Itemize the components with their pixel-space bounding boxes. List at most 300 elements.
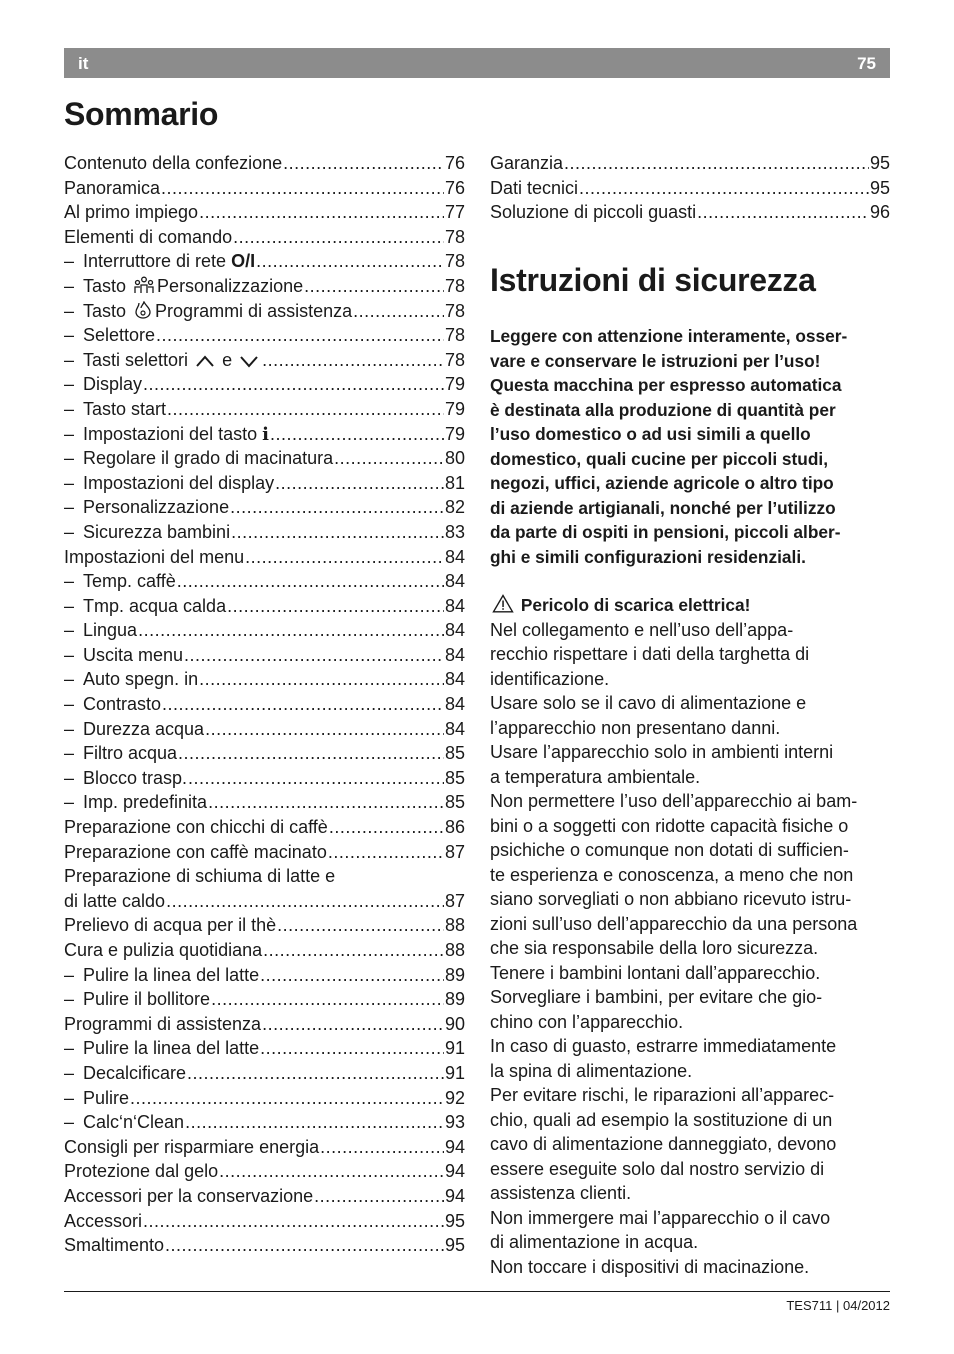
toc-dash: – bbox=[64, 595, 75, 616]
toc-entry-text: Contrasto bbox=[83, 694, 162, 715]
toc-entry-text: Pulire bbox=[83, 1087, 130, 1108]
toc-dot-leader bbox=[270, 422, 444, 447]
toc-entry-label bbox=[64, 1159, 218, 1184]
toc-entry-label bbox=[64, 1110, 184, 1135]
toc-entry bbox=[64, 1086, 465, 1111]
toc-page-number: 96 bbox=[869, 202, 890, 223]
toc-entry bbox=[64, 692, 465, 717]
toc-dot-leader bbox=[199, 667, 444, 692]
toc-page-number: 79 bbox=[444, 423, 465, 444]
toc-entry-text: Dati tecnici bbox=[490, 177, 579, 198]
toc-entry-text: Preparazione di schiuma di latte e bbox=[64, 866, 336, 887]
safety-intro-line: di aziende artigianali, nonché per l’utilizzo bbox=[490, 497, 836, 518]
toc-entry bbox=[64, 569, 465, 594]
safety-body-line: Non toccare i dispositivi di macinazione. bbox=[490, 1256, 810, 1277]
toc-entry-text: Consigli per risparmiare energia bbox=[64, 1136, 320, 1157]
toc-dot-leader bbox=[156, 323, 444, 348]
safety-body-line: cavo di alimentazione danneggiato, devono bbox=[490, 1134, 837, 1154]
warning-heading bbox=[490, 593, 892, 618]
toc-page-number: 89 bbox=[444, 964, 465, 985]
toc-entry-text: Programmi di assistenza bbox=[155, 300, 353, 321]
toc-dash: – bbox=[64, 374, 75, 395]
toc-dash: – bbox=[64, 300, 75, 321]
toc-entry-label bbox=[64, 151, 282, 176]
safety-body-line: Usare solo se il cavo di alimentazione e bbox=[490, 693, 807, 713]
toc-entry-label bbox=[64, 692, 161, 717]
toc-entry-text: Personalizzazione bbox=[157, 275, 304, 296]
toc-dash: – bbox=[64, 743, 75, 764]
toc-dot-leader bbox=[256, 249, 444, 274]
toc-dot-leader bbox=[262, 348, 444, 373]
toc-entry bbox=[64, 422, 465, 447]
toc-entry-label bbox=[64, 274, 303, 299]
toc-page-number: 82 bbox=[444, 497, 465, 518]
toc-entry-text: Garanzia bbox=[490, 153, 564, 173]
toc-entry bbox=[64, 963, 465, 988]
toc-entry-label bbox=[64, 422, 269, 448]
toc-entry-text: Auto spegn. in bbox=[83, 669, 199, 690]
toc-dot-leader bbox=[233, 225, 444, 250]
toc-dot-leader bbox=[184, 643, 444, 668]
toc-page-number: 94 bbox=[444, 1161, 465, 1182]
safety-intro-line: l’uso domestico o ad usi simili a quello bbox=[490, 424, 811, 444]
toc-entry-label bbox=[64, 471, 274, 496]
toc-entry-text: Sicurezza bambini bbox=[83, 521, 231, 542]
toc-entry-label bbox=[64, 495, 229, 520]
toc-page-number: 78 bbox=[444, 300, 465, 321]
toc-page-number: 78 bbox=[444, 325, 465, 346]
toc-dot-leader bbox=[277, 913, 444, 938]
toc-page-number: 95 bbox=[444, 1235, 465, 1256]
toc-entry bbox=[64, 889, 465, 914]
toc-entry-label bbox=[64, 913, 276, 938]
toc-entry-text: Tasti selettori bbox=[83, 349, 189, 370]
toc-entry-label bbox=[64, 348, 261, 373]
toc-entry bbox=[64, 176, 465, 201]
toc-dot-leader bbox=[304, 274, 444, 299]
toc-dot-leader bbox=[353, 299, 444, 324]
toc-entry-label bbox=[490, 151, 563, 176]
toc-right-column bbox=[490, 151, 890, 225]
personalization-icon bbox=[133, 276, 155, 294]
toc-entry-label bbox=[64, 1036, 259, 1061]
toc-dash: – bbox=[64, 644, 75, 665]
toc-entry-label bbox=[64, 1061, 186, 1086]
toc-page-number: 93 bbox=[444, 1112, 465, 1133]
toc-conjunction: e bbox=[222, 349, 233, 370]
footer bbox=[786, 1298, 890, 1313]
toc-page-number: 89 bbox=[444, 989, 465, 1010]
toc-dot-leader bbox=[143, 372, 444, 397]
toc-dot-leader bbox=[208, 790, 444, 815]
toc-page-number: 95 bbox=[444, 1210, 465, 1231]
toc-page-number: 80 bbox=[444, 448, 465, 469]
toc-dot-leader bbox=[275, 471, 444, 496]
toc-entry-text: Prelievo di acqua per il thè bbox=[64, 915, 277, 936]
toc-entry bbox=[64, 1233, 465, 1258]
toc-dot-leader bbox=[263, 938, 444, 963]
toc-entry-label bbox=[64, 200, 198, 225]
toc-entry-text: Panoramica bbox=[64, 177, 161, 198]
toc-dash: – bbox=[64, 448, 75, 469]
toc-page-number: 88 bbox=[444, 915, 465, 936]
toc-entry-label bbox=[64, 987, 210, 1012]
toc-entry-label bbox=[64, 815, 328, 840]
toc-entry-text: Impostazioni del display bbox=[83, 472, 275, 493]
toc-entry-label bbox=[64, 840, 327, 865]
toc-entry bbox=[64, 495, 465, 520]
toc-entry-label bbox=[64, 594, 226, 619]
toc-page-number: 78 bbox=[444, 349, 465, 370]
safety-body-line: In caso di guasto, estrarre immediatamente bbox=[490, 1036, 837, 1056]
safety-intro-line: è destinata alla produzione di quantità per bbox=[490, 399, 836, 420]
safety-body-line: Non permettere l’uso dell’apparecchio ai bam- bbox=[490, 791, 858, 811]
toc-page-number: 94 bbox=[444, 1136, 465, 1157]
toc-page-number: 84 bbox=[444, 694, 465, 715]
toc-dash: – bbox=[64, 1038, 75, 1059]
toc-entry bbox=[64, 1012, 465, 1037]
toc-page-number: 87 bbox=[444, 841, 465, 862]
toc-entry-label bbox=[64, 1209, 142, 1234]
toc-entry-label bbox=[64, 520, 230, 545]
toc-page-number: 83 bbox=[444, 521, 465, 542]
toc-entry bbox=[64, 790, 465, 815]
toc-entry-label bbox=[64, 963, 259, 988]
toc-dash: – bbox=[64, 349, 75, 370]
toc-dot-leader bbox=[320, 1135, 444, 1160]
toc-entry-label bbox=[64, 1012, 261, 1037]
safety-intro-line: Leggere con attenzione interamente, osser- bbox=[490, 326, 848, 346]
toc-entry-label bbox=[64, 1233, 164, 1258]
toc-entry bbox=[64, 1159, 465, 1184]
toc-page-number: 95 bbox=[869, 177, 890, 198]
toc-left-column bbox=[64, 151, 465, 1258]
toc-entry-label bbox=[64, 225, 232, 250]
toc-dash: – bbox=[64, 571, 75, 592]
toc-page-number: 79 bbox=[444, 398, 465, 419]
safety-intro-line: domestico, quali cucine per piccoli studi, bbox=[490, 448, 829, 469]
toc-page-number: 81 bbox=[444, 472, 465, 493]
toc-entry-text: Impostazioni del tasto bbox=[83, 423, 258, 444]
toc-entry-text: Protezione dal gelo bbox=[64, 1161, 219, 1182]
safety-intro bbox=[490, 324, 892, 569]
toc-page-number: 79 bbox=[444, 374, 465, 395]
toc-entry-text: Tmp. acqua calda bbox=[83, 595, 227, 616]
safety-body-line: la spina di alimentazione. bbox=[490, 1060, 693, 1081]
toc-dash: – bbox=[64, 620, 75, 641]
toc-dash: – bbox=[64, 718, 75, 739]
toc-dot-leader bbox=[283, 151, 444, 176]
toc-entry bbox=[64, 545, 465, 570]
toc-entry bbox=[64, 1110, 465, 1135]
toc-entry bbox=[64, 987, 465, 1012]
toc-dot-leader bbox=[314, 1184, 444, 1209]
toc-page-number: 85 bbox=[444, 792, 465, 813]
toc-dot-leader bbox=[177, 569, 444, 594]
footer-date: 04/2012 bbox=[843, 1298, 890, 1313]
toc-dot-leader bbox=[143, 1209, 444, 1234]
toc-entry bbox=[64, 1209, 465, 1234]
toc-entry-text: Pulire il bollitore bbox=[83, 989, 211, 1010]
toc-entry-text: Contenuto della confezione bbox=[64, 153, 283, 173]
toc-dot-leader bbox=[138, 618, 444, 643]
toc-entry-prefix: Tasto bbox=[83, 275, 127, 296]
toc-page-number: 77 bbox=[444, 202, 465, 223]
toc-dash: – bbox=[64, 398, 75, 419]
toc-entry-label bbox=[64, 569, 176, 594]
toc-dash: – bbox=[64, 694, 75, 715]
safety-title: Istruzioni di sicurezza bbox=[490, 262, 816, 298]
toc-dot-leader bbox=[564, 151, 869, 176]
toc-dash: – bbox=[64, 964, 75, 985]
toc-entry bbox=[64, 1184, 465, 1209]
toc-page-number: 84 bbox=[444, 669, 465, 690]
toc-entry-text: Pulire la linea del latte bbox=[83, 964, 260, 985]
toc-dot-leader bbox=[227, 594, 444, 619]
toc-entry bbox=[490, 151, 890, 176]
toc-entry-label bbox=[64, 1135, 319, 1160]
toc-dot-leader bbox=[245, 545, 444, 570]
toc-page-number: 84 bbox=[444, 718, 465, 739]
chevron-up-icon bbox=[195, 354, 215, 368]
page-number: 75 bbox=[857, 54, 876, 73]
toc-dash: – bbox=[64, 1087, 75, 1108]
toc-dash: – bbox=[64, 497, 75, 518]
toc-entry-label bbox=[64, 372, 142, 397]
safety-body-line: Nel collegamento e nell’uso dell’appa- bbox=[490, 619, 794, 640]
safety-body-line: identificazione. bbox=[490, 668, 610, 689]
toc-entry-label bbox=[64, 938, 262, 963]
safety-body-line: chio, quali ad esempio la sostituzione di un bbox=[490, 1109, 833, 1130]
safety-body-line: che sia responsabile della loro sicurezza. bbox=[490, 938, 819, 958]
toc-page-number: 84 bbox=[444, 546, 465, 567]
toc-dot-leader bbox=[185, 1110, 444, 1135]
safety-body-line: Usare l’apparecchio solo in ambienti interni bbox=[490, 742, 834, 762]
toc-entry-text: Cura e pulizia quotidiana bbox=[64, 940, 263, 960]
header-bar bbox=[64, 48, 890, 78]
toc-entry-label bbox=[64, 1184, 313, 1209]
toc-entry bbox=[64, 667, 465, 692]
toc-entry-text: Interruttore di rete bbox=[83, 251, 227, 272]
toc-entry bbox=[64, 618, 465, 643]
toc-page-number: 92 bbox=[444, 1087, 465, 1108]
toc-dot-leader bbox=[219, 1159, 444, 1184]
toc-page-number: 76 bbox=[444, 177, 465, 198]
toc-entry-label bbox=[64, 249, 255, 274]
toc-entry-text: Elementi di comando bbox=[64, 226, 233, 247]
chevron-down-icon bbox=[239, 354, 259, 368]
toc-entry-text: Personalizzazione bbox=[83, 497, 230, 518]
toc-page-number: 76 bbox=[444, 153, 465, 173]
toc-page-number: 94 bbox=[444, 1185, 465, 1206]
toc-dot-leader bbox=[188, 766, 444, 791]
footer-divider bbox=[64, 1291, 890, 1292]
toc-page-number: 78 bbox=[444, 251, 465, 272]
language-code: it bbox=[78, 54, 89, 73]
toc-entry-text: Al primo impiego bbox=[64, 202, 199, 223]
toc-entry bbox=[64, 520, 465, 545]
toc-entry-text: Pulire la linea del latte bbox=[83, 1038, 260, 1059]
toc-dot-leader bbox=[329, 815, 444, 840]
toc-entry-label bbox=[64, 176, 160, 201]
toc-entry bbox=[64, 225, 465, 250]
maintenance-icon bbox=[133, 301, 153, 319]
toc-entry-text: Lingua bbox=[83, 620, 138, 641]
toc-entry bbox=[64, 348, 465, 373]
toc-entry bbox=[490, 176, 890, 201]
toc-entry-text: Temp. caffè bbox=[83, 571, 176, 592]
toc-entry bbox=[64, 471, 465, 496]
toc-entry bbox=[64, 864, 465, 889]
toc-entry-label bbox=[64, 667, 198, 692]
toc-entry-label bbox=[64, 717, 204, 742]
toc-page-number: 91 bbox=[444, 1062, 465, 1083]
toc-entry-text: Regolare il grado di macinatura bbox=[83, 448, 334, 469]
toc-dash: – bbox=[64, 1062, 75, 1083]
safety-body-line: essere eseguite solo dal nostro servizio di bbox=[490, 1158, 825, 1179]
safety-intro-line: vare e conservare le istruzioni per l’uso! bbox=[490, 350, 821, 371]
toc-entry bbox=[64, 1135, 465, 1160]
safety-intro-line: Questa macchina per espresso automatica bbox=[490, 375, 842, 395]
footer-separator: | bbox=[835, 1298, 840, 1313]
safety-body-line: Tenere i bambini lontani dall’apparecchio. bbox=[490, 962, 821, 983]
safety-body-line: chino con l’apparecchio. bbox=[490, 1011, 684, 1032]
toc-entry bbox=[64, 741, 465, 766]
toc-entry bbox=[64, 200, 465, 225]
toc-page-number: 91 bbox=[444, 1038, 465, 1059]
toc-dot-leader bbox=[697, 200, 869, 225]
toc-entry bbox=[64, 249, 465, 274]
toc-entry-label bbox=[64, 766, 187, 791]
toc-entry-prefix: Tasto bbox=[83, 300, 127, 321]
safety-body-line: recchio rispettare i dati della targhetta di bbox=[490, 644, 810, 664]
toc-entry-label bbox=[490, 176, 578, 201]
toc-entry-text: Imp. predefinita bbox=[83, 792, 208, 813]
toc-dot-leader bbox=[211, 987, 444, 1012]
toc-title: Sommario bbox=[64, 96, 219, 132]
footer-model: TES711 bbox=[786, 1298, 833, 1313]
toc-page-number: 85 bbox=[444, 743, 465, 764]
toc-entry-label bbox=[64, 446, 333, 471]
toc-dot-leader bbox=[130, 1086, 444, 1111]
toc-dot-leader bbox=[199, 200, 444, 225]
toc-dot-leader bbox=[167, 397, 444, 422]
toc-dot-leader bbox=[178, 741, 444, 766]
toc-page-number: 84 bbox=[444, 644, 465, 665]
toc-entry-text: Durezza acqua bbox=[83, 718, 205, 739]
toc-entry bbox=[64, 766, 465, 791]
toc-entry bbox=[64, 938, 465, 963]
warning-heading-text: Pericolo di scarica elettrica! bbox=[520, 595, 751, 615]
toc-entry-text: Calc‘n‘Clean bbox=[83, 1112, 185, 1133]
toc-dash: – bbox=[64, 325, 75, 346]
toc-entry-text: Tasto start bbox=[83, 398, 167, 419]
toc-dash: – bbox=[64, 792, 75, 813]
safety-section bbox=[490, 324, 892, 1279]
safety-body-line: Per evitare rischi, le riparazioni all’apparec- bbox=[490, 1085, 835, 1105]
toc-entry-text: Display bbox=[83, 374, 143, 395]
toc-dot-leader bbox=[231, 520, 444, 545]
toc-entry-label bbox=[64, 741, 177, 766]
toc-dot-leader bbox=[328, 840, 444, 865]
toc-dot-leader bbox=[165, 1233, 444, 1258]
toc-entry-text: Smaltimento bbox=[64, 1235, 165, 1256]
toc-dot-leader bbox=[205, 717, 444, 742]
toc-entry-label bbox=[64, 545, 244, 570]
toc-entry-text: Blocco trasp. bbox=[83, 767, 188, 788]
toc-dot-leader bbox=[262, 1012, 444, 1037]
toc-entry bbox=[64, 372, 465, 397]
toc-page-number: 78 bbox=[444, 275, 465, 296]
toc-entry bbox=[64, 1036, 465, 1061]
safety-body-line: l’apparecchio non presentano danni. bbox=[490, 717, 781, 738]
toc-entry bbox=[64, 717, 465, 742]
toc-entry bbox=[64, 840, 465, 865]
safety-body-line: Sorvegliare i bambini, per evitare che gio- bbox=[490, 987, 823, 1007]
toc-entry-label bbox=[64, 790, 207, 815]
safety-intro-line: da parte di ospiti in pensioni, piccoli alber- bbox=[490, 522, 841, 542]
safety-body-line: psichiche o comunque non dotati di sufficien- bbox=[490, 840, 849, 860]
toc-page-number: 86 bbox=[444, 817, 465, 838]
toc-entry-text: Programmi di assistenza bbox=[64, 1013, 262, 1034]
safety-body-line: di alimentazione in acqua. bbox=[490, 1232, 699, 1252]
safety-body-line: Non immergere mai l’apparecchio o il cavo bbox=[490, 1207, 831, 1228]
toc-entry-text: Impostazioni del menu bbox=[64, 546, 245, 567]
toc-entry-label bbox=[64, 618, 137, 643]
toc-entry bbox=[490, 200, 890, 225]
toc-page-number: 84 bbox=[444, 571, 465, 592]
toc-entry bbox=[64, 323, 465, 348]
safety-body bbox=[490, 618, 892, 1280]
toc-dash: – bbox=[64, 251, 75, 272]
toc-page-number: 95 bbox=[869, 153, 890, 173]
toc-entry-label bbox=[64, 643, 183, 668]
toc-dot-leader bbox=[334, 446, 444, 471]
toc-entry bbox=[64, 151, 465, 176]
toc-entry-label bbox=[490, 200, 696, 225]
toc-page-number: 78 bbox=[444, 226, 465, 247]
toc-entry-text: Decalcificare bbox=[83, 1062, 187, 1083]
toc-dash: – bbox=[64, 767, 75, 788]
toc-dash: – bbox=[64, 1112, 75, 1133]
toc-dot-leader bbox=[260, 1036, 444, 1061]
safety-body-line: a temperatura ambientale. bbox=[490, 766, 701, 787]
toc-entry-text: Accessori bbox=[64, 1210, 143, 1231]
toc-page-number: 84 bbox=[444, 620, 465, 641]
toc-entry bbox=[64, 815, 465, 840]
toc-dot-leader bbox=[166, 889, 444, 914]
safety-body-line: bini o a soggetti con ridotte capacità fisiche o bbox=[490, 815, 849, 836]
safety-body-line: zioni sull’uso dell’apparecchio da una persona bbox=[490, 913, 858, 934]
toc-entry-label bbox=[64, 397, 166, 422]
toc-page-number: 84 bbox=[444, 595, 465, 616]
toc-entry-label bbox=[64, 323, 155, 348]
toc-entry-text: Accessori per la conservazione bbox=[64, 1185, 314, 1206]
toc-entry bbox=[64, 594, 465, 619]
toc-entry-label bbox=[64, 864, 335, 889]
toc-page-number: 90 bbox=[444, 1013, 465, 1034]
toc-page-number: 85 bbox=[444, 767, 465, 788]
toc-dash: – bbox=[64, 275, 75, 296]
toc-dot-leader bbox=[161, 176, 444, 201]
toc-entry-label bbox=[64, 299, 352, 324]
toc-entry-text: Uscita menu bbox=[83, 644, 184, 665]
toc-dot-leader bbox=[230, 495, 444, 520]
toc-entry-text: Filtro acqua bbox=[83, 743, 178, 764]
toc-dash: – bbox=[64, 423, 75, 444]
toc-dash: – bbox=[64, 669, 75, 690]
safety-intro-line: negozi, uffici, aziende agricole o altro tipo bbox=[490, 473, 834, 493]
